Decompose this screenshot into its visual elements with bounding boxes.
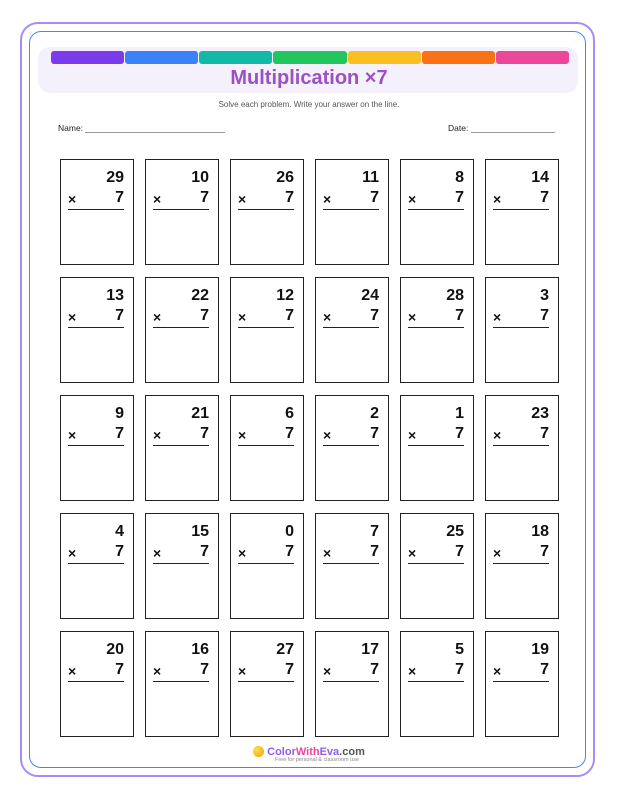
times-sign: × [68, 663, 77, 679]
answer-line [323, 445, 379, 446]
instructions: Solve each problem. Write your answer on the line. [218, 100, 400, 109]
name-label: Name: [58, 123, 84, 133]
stripe-2 [199, 51, 272, 64]
times-sign: × [493, 663, 502, 679]
multiplier: 7 [285, 307, 294, 324]
multiplicand: 17 [361, 641, 379, 658]
answer-line [238, 327, 294, 328]
multiplicand: 27 [276, 641, 294, 658]
multiplicand: 14 [531, 169, 549, 186]
multiplier: 7 [455, 189, 464, 206]
multiplier: 7 [200, 543, 209, 560]
multiplier: 7 [200, 661, 209, 678]
answer-line [238, 563, 294, 564]
answer-line [153, 681, 209, 682]
times-sign: × [68, 427, 77, 443]
answer-line [408, 445, 464, 446]
multiplier: 7 [115, 661, 124, 678]
multiplier: 7 [540, 661, 549, 678]
times-sign: × [68, 191, 77, 207]
problem-card[interactable] [315, 159, 389, 265]
multiplier: 7 [115, 425, 124, 442]
multiplier: 7 [285, 543, 294, 560]
problem-card[interactable] [230, 159, 304, 265]
answer-line [493, 209, 549, 210]
times-sign: × [408, 663, 417, 679]
times-sign: × [493, 309, 502, 325]
multiplicand: 26 [276, 169, 294, 186]
problem-card[interactable] [145, 631, 219, 737]
worksheet-title: Multiplication ×7 [230, 67, 388, 89]
answer-line [493, 445, 549, 446]
multiplier: 7 [370, 425, 379, 442]
times-sign: × [493, 427, 502, 443]
multiplicand: 28 [446, 287, 464, 304]
problem-card[interactable] [145, 277, 219, 383]
times-sign: × [238, 663, 247, 679]
problem-card[interactable] [400, 277, 474, 383]
times-sign: × [408, 191, 417, 207]
problem-card[interactable] [60, 395, 134, 501]
answer-line [493, 681, 549, 682]
multiplicand: 0 [285, 523, 294, 540]
multiplier: 7 [455, 661, 464, 678]
times-sign: × [323, 309, 332, 325]
times-sign: × [238, 309, 247, 325]
multiplier: 7 [285, 189, 294, 206]
times-sign: × [408, 427, 417, 443]
times-sign: × [238, 427, 247, 443]
problem-card[interactable] [60, 277, 134, 383]
answer-line [238, 209, 294, 210]
answer-line [238, 445, 294, 446]
multiplicand: 4 [115, 523, 124, 540]
stripe-5 [422, 51, 495, 64]
name-field[interactable] [58, 123, 225, 133]
multiplier: 7 [285, 425, 294, 442]
answer-line [408, 209, 464, 210]
multiplicand: 2 [370, 405, 379, 422]
problem-card[interactable] [230, 631, 304, 737]
multiplicand: 10 [191, 169, 209, 186]
stripe-3 [273, 51, 346, 64]
answer-line [68, 445, 124, 446]
multiplier: 7 [540, 543, 549, 560]
multiplier: 7 [540, 307, 549, 324]
multiplicand: 6 [285, 405, 294, 422]
answer-line [323, 563, 379, 564]
multiplicand: 7 [370, 523, 379, 540]
answer-line [153, 209, 209, 210]
times-sign: × [408, 309, 417, 325]
answer-line [493, 327, 549, 328]
problem-card[interactable] [60, 513, 134, 619]
times-sign: × [68, 545, 77, 561]
multiplicand: 29 [106, 169, 124, 186]
times-sign: × [153, 309, 162, 325]
answer-line [153, 563, 209, 564]
problem-card[interactable] [145, 159, 219, 265]
name-line[interactable] [85, 123, 225, 133]
multiplier: 7 [115, 543, 124, 560]
problem-card[interactable] [230, 277, 304, 383]
answer-line [323, 327, 379, 328]
multiplicand: 18 [531, 523, 549, 540]
brand-logo: ColorWithEva.com [0, 746, 618, 758]
times-sign: × [323, 545, 332, 561]
times-sign: × [153, 545, 162, 561]
answer-line [323, 209, 379, 210]
problem-card[interactable] [315, 395, 389, 501]
answer-line [68, 681, 124, 682]
problem-card[interactable] [60, 159, 134, 265]
multiplier: 7 [370, 307, 379, 324]
times-sign: × [238, 191, 247, 207]
answer-line [323, 681, 379, 682]
stripe-6 [496, 51, 569, 64]
multiplier: 7 [455, 425, 464, 442]
multiplier: 7 [370, 189, 379, 206]
multiplicand: 24 [361, 287, 379, 304]
multiplicand: 25 [446, 523, 464, 540]
multiplicand: 22 [191, 287, 209, 304]
multiplicand: 3 [540, 287, 549, 304]
stripe-4 [348, 51, 421, 64]
multiplicand: 5 [455, 641, 464, 658]
date-line[interactable] [471, 123, 555, 133]
problem-card[interactable] [230, 513, 304, 619]
problem-card[interactable] [400, 631, 474, 737]
times-sign: × [153, 427, 162, 443]
multiplier: 7 [200, 307, 209, 324]
multiplier: 7 [540, 189, 549, 206]
times-sign: × [493, 545, 502, 561]
answer-line [68, 327, 124, 328]
problem-card[interactable] [400, 159, 474, 265]
multiplicand: 1 [455, 405, 464, 422]
problem-card[interactable] [400, 395, 474, 501]
times-sign: × [153, 663, 162, 679]
answer-line [408, 327, 464, 328]
multiplier: 7 [200, 425, 209, 442]
date-label: Date: [448, 123, 469, 133]
times-sign: × [238, 545, 247, 561]
stripe-1 [125, 51, 198, 64]
multiplicand: 11 [362, 169, 379, 186]
multiplicand: 23 [531, 405, 549, 422]
multiplier: 7 [115, 189, 124, 206]
times-sign: × [493, 191, 502, 207]
times-sign: × [153, 191, 162, 207]
answer-line [238, 681, 294, 682]
times-sign: × [323, 191, 332, 207]
multiplier: 7 [200, 189, 209, 206]
problem-card[interactable] [485, 277, 559, 383]
multiplicand: 16 [191, 641, 209, 658]
stripe-0 [51, 51, 124, 64]
multiplier: 7 [115, 307, 124, 324]
problem-card[interactable] [485, 395, 559, 501]
times-sign: × [408, 545, 417, 561]
multiplicand: 15 [191, 523, 209, 540]
problem-card[interactable] [315, 277, 389, 383]
problem-card[interactable] [485, 159, 559, 265]
problem-card[interactable] [315, 631, 389, 737]
times-sign: × [323, 663, 332, 679]
answer-line [68, 209, 124, 210]
times-sign: × [323, 427, 332, 443]
answer-line [153, 445, 209, 446]
multiplier: 7 [455, 543, 464, 560]
problem-card[interactable] [315, 513, 389, 619]
answer-line [68, 563, 124, 564]
problem-card[interactable] [230, 395, 304, 501]
problem-card[interactable] [145, 513, 219, 619]
answer-line [408, 681, 464, 682]
multiplicand: 8 [455, 169, 464, 186]
times-sign: × [68, 309, 77, 325]
palette-icon [253, 746, 264, 757]
answer-line [408, 563, 464, 564]
footer [0, 746, 618, 763]
problem-card[interactable] [485, 513, 559, 619]
rainbow-stripes [51, 51, 569, 64]
multiplicand: 12 [276, 287, 294, 304]
problem-card[interactable] [60, 631, 134, 737]
multiplicand: 13 [106, 287, 124, 304]
problem-card[interactable] [400, 513, 474, 619]
problem-card[interactable] [485, 631, 559, 737]
problem-grid [60, 159, 559, 737]
problem-card[interactable] [145, 395, 219, 501]
answer-line [153, 327, 209, 328]
multiplicand: 20 [106, 641, 124, 658]
multiplier: 7 [455, 307, 464, 324]
multiplier: 7 [370, 543, 379, 560]
multiplicand: 9 [115, 405, 124, 422]
multiplicand: 21 [191, 405, 209, 422]
tagline: Free for personal & classroom use [274, 757, 360, 763]
answer-line [493, 563, 549, 564]
multiplier: 7 [540, 425, 549, 442]
date-field[interactable] [448, 123, 555, 133]
multiplier: 7 [285, 661, 294, 678]
multiplicand: 19 [531, 641, 549, 658]
multiplier: 7 [370, 661, 379, 678]
